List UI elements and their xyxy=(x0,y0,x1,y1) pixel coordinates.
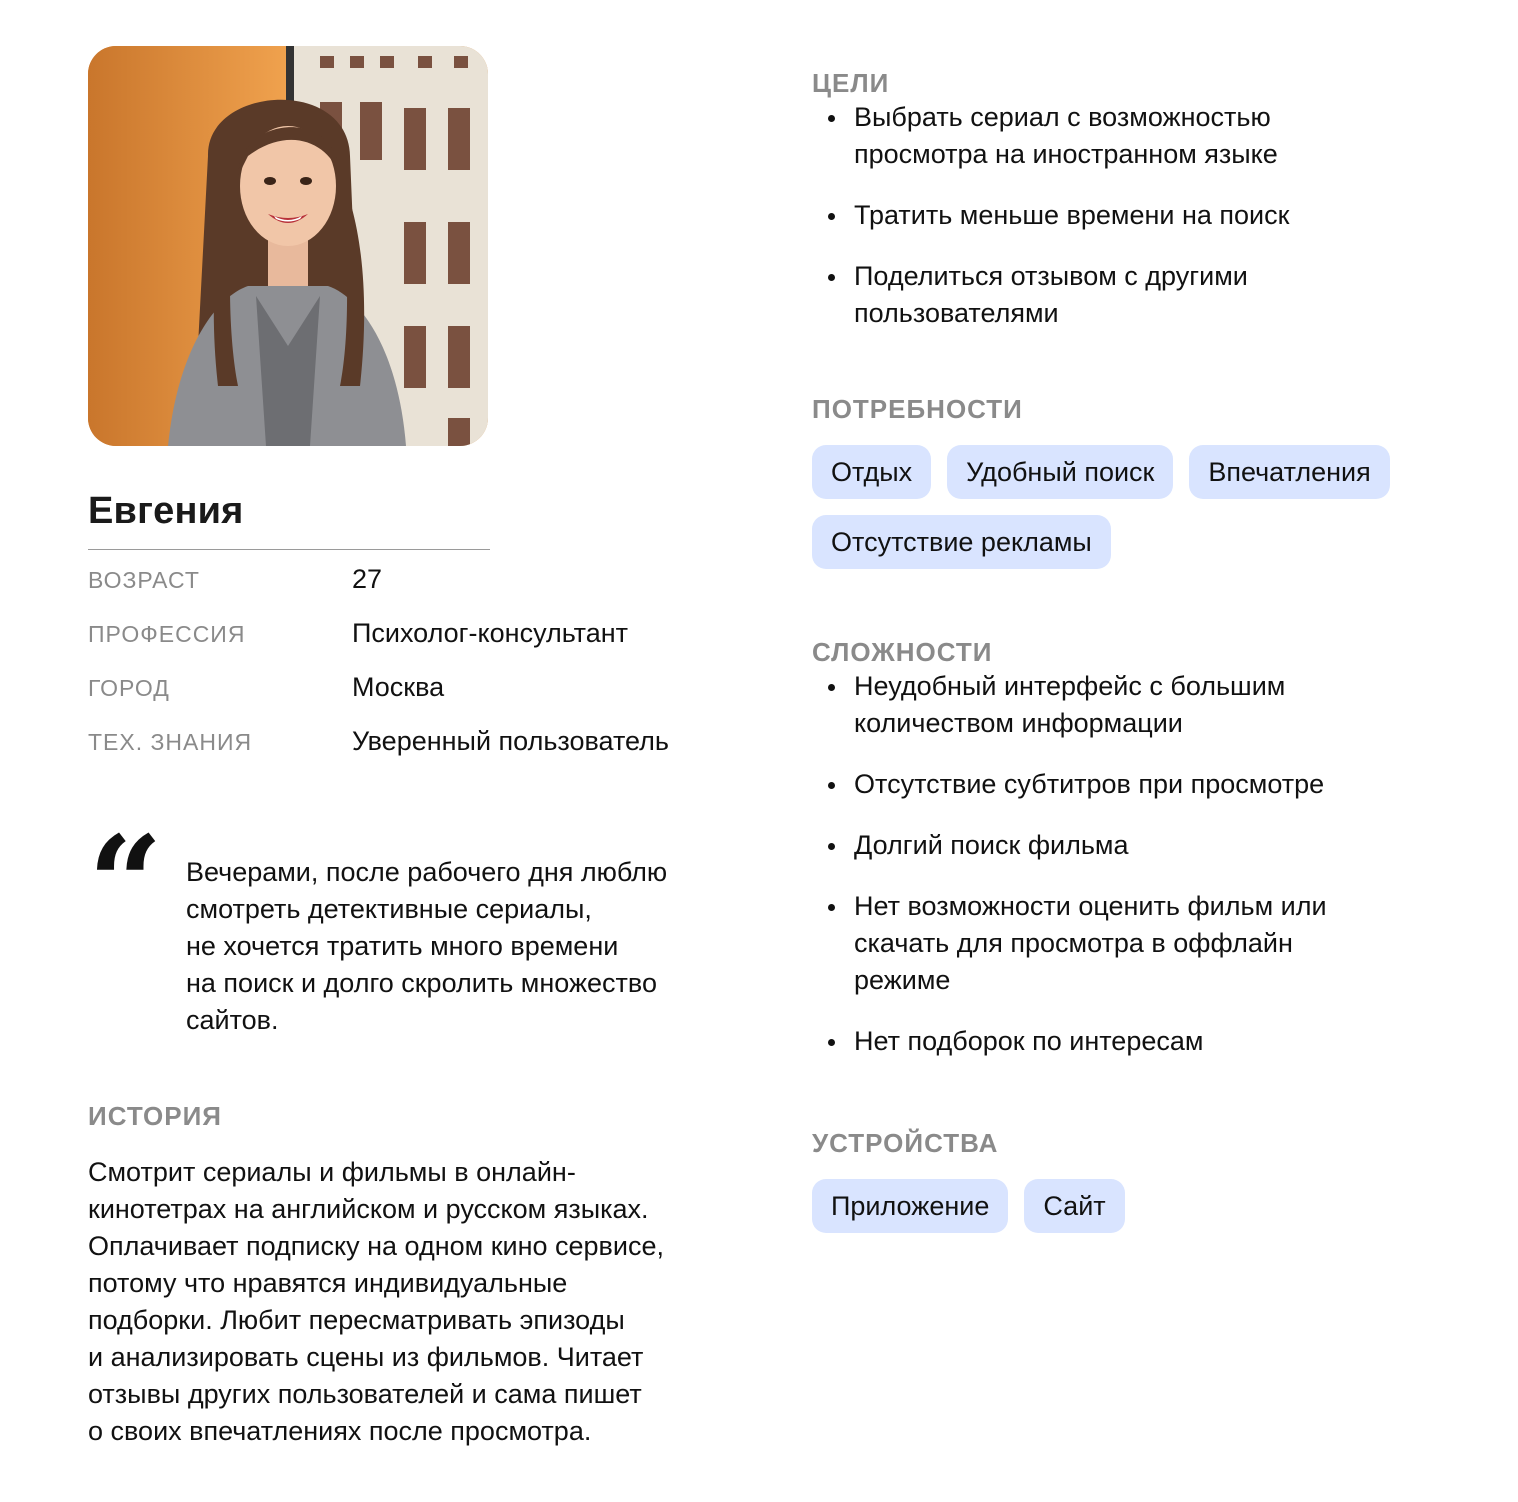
info-row-age xyxy=(88,564,748,618)
list-item: Тратить меньше времени на поиск xyxy=(812,197,1472,234)
info-value: Москва xyxy=(352,672,445,702)
tag: Отсутствие рекламы xyxy=(812,515,1111,569)
tag: Сайт xyxy=(1024,1179,1124,1233)
list-item: Нет подборок по интересам xyxy=(812,1023,1472,1060)
portrait-illustration xyxy=(88,46,488,446)
list-item: Выбрать сериал с возможностью просмотра на иностранном языке xyxy=(812,99,1472,173)
list-item: Поделиться отзывом с другими пользователями xyxy=(812,258,1472,332)
info-row-city xyxy=(88,672,748,726)
needs-title: ПОТРЕБНОСТИ xyxy=(812,394,1023,424)
goals-title: ЦЕЛИ xyxy=(812,68,890,98)
history-title: ИСТОРИЯ xyxy=(88,1101,222,1131)
persona-photo xyxy=(88,46,488,446)
tag: Впечатления xyxy=(1189,445,1389,499)
tag: Удобный поиск xyxy=(947,445,1173,499)
list-item: Отсутствие субтитров при просмотре xyxy=(812,766,1472,803)
persona-column xyxy=(88,46,748,1450)
details-column xyxy=(812,46,1472,1233)
persona-info-table xyxy=(88,564,748,780)
info-label: ТЕХ. ЗНАНИЯ xyxy=(88,729,253,755)
needs-tags xyxy=(812,445,1452,569)
history-text: Смотрит сериалы и фильмы в онлайн- кинотетрах на английском и русском языках. Оплачивает подписку на одном кино сервисе, потому что нравятся индивидуальные подборки. Любит пересматривать эпизоды и анализировать сцены из фильмов. Читает отзывы других пользователей и сама пишет о своих впечатлениях после просмотра. xyxy=(88,1157,665,1446)
info-value: 27 xyxy=(352,564,383,594)
info-label: ГОРОД xyxy=(88,675,170,701)
persona-quote xyxy=(88,807,748,1039)
devices-title: УСТРОЙСТВА xyxy=(812,1128,999,1158)
quote-text: Вечерами, после рабочего дня люблю смотреть детективные сериалы, не хочется тратить много времени на поиск и долго скролить множество сайтов. xyxy=(186,857,668,1035)
info-value: Психолог-консультант xyxy=(352,618,629,648)
info-label: ПРОФЕССИЯ xyxy=(88,621,246,647)
devices-tags xyxy=(812,1179,1452,1233)
tag: Приложение xyxy=(812,1179,1008,1233)
difficulties-title: СЛОЖНОСТИ xyxy=(812,637,993,667)
info-row-profession xyxy=(88,618,748,672)
persona-name: Евгения xyxy=(88,490,490,550)
list-item: Нет возможности оценить фильм или скачать для просмотра в оффлайн режиме xyxy=(812,888,1472,999)
info-label: ВОЗРАСТ xyxy=(88,567,200,593)
tag: Отдых xyxy=(812,445,931,499)
goals-list xyxy=(812,99,1472,332)
list-item: Долгий поиск фильма xyxy=(812,827,1472,864)
list-item: Неудобный интерфейс с большим количеством информации xyxy=(812,668,1472,742)
info-value: Уверенный пользователь xyxy=(352,726,669,756)
info-row-tech-skills xyxy=(88,726,748,780)
difficulties-list xyxy=(812,668,1472,1060)
quote-icon: “ xyxy=(88,807,163,960)
